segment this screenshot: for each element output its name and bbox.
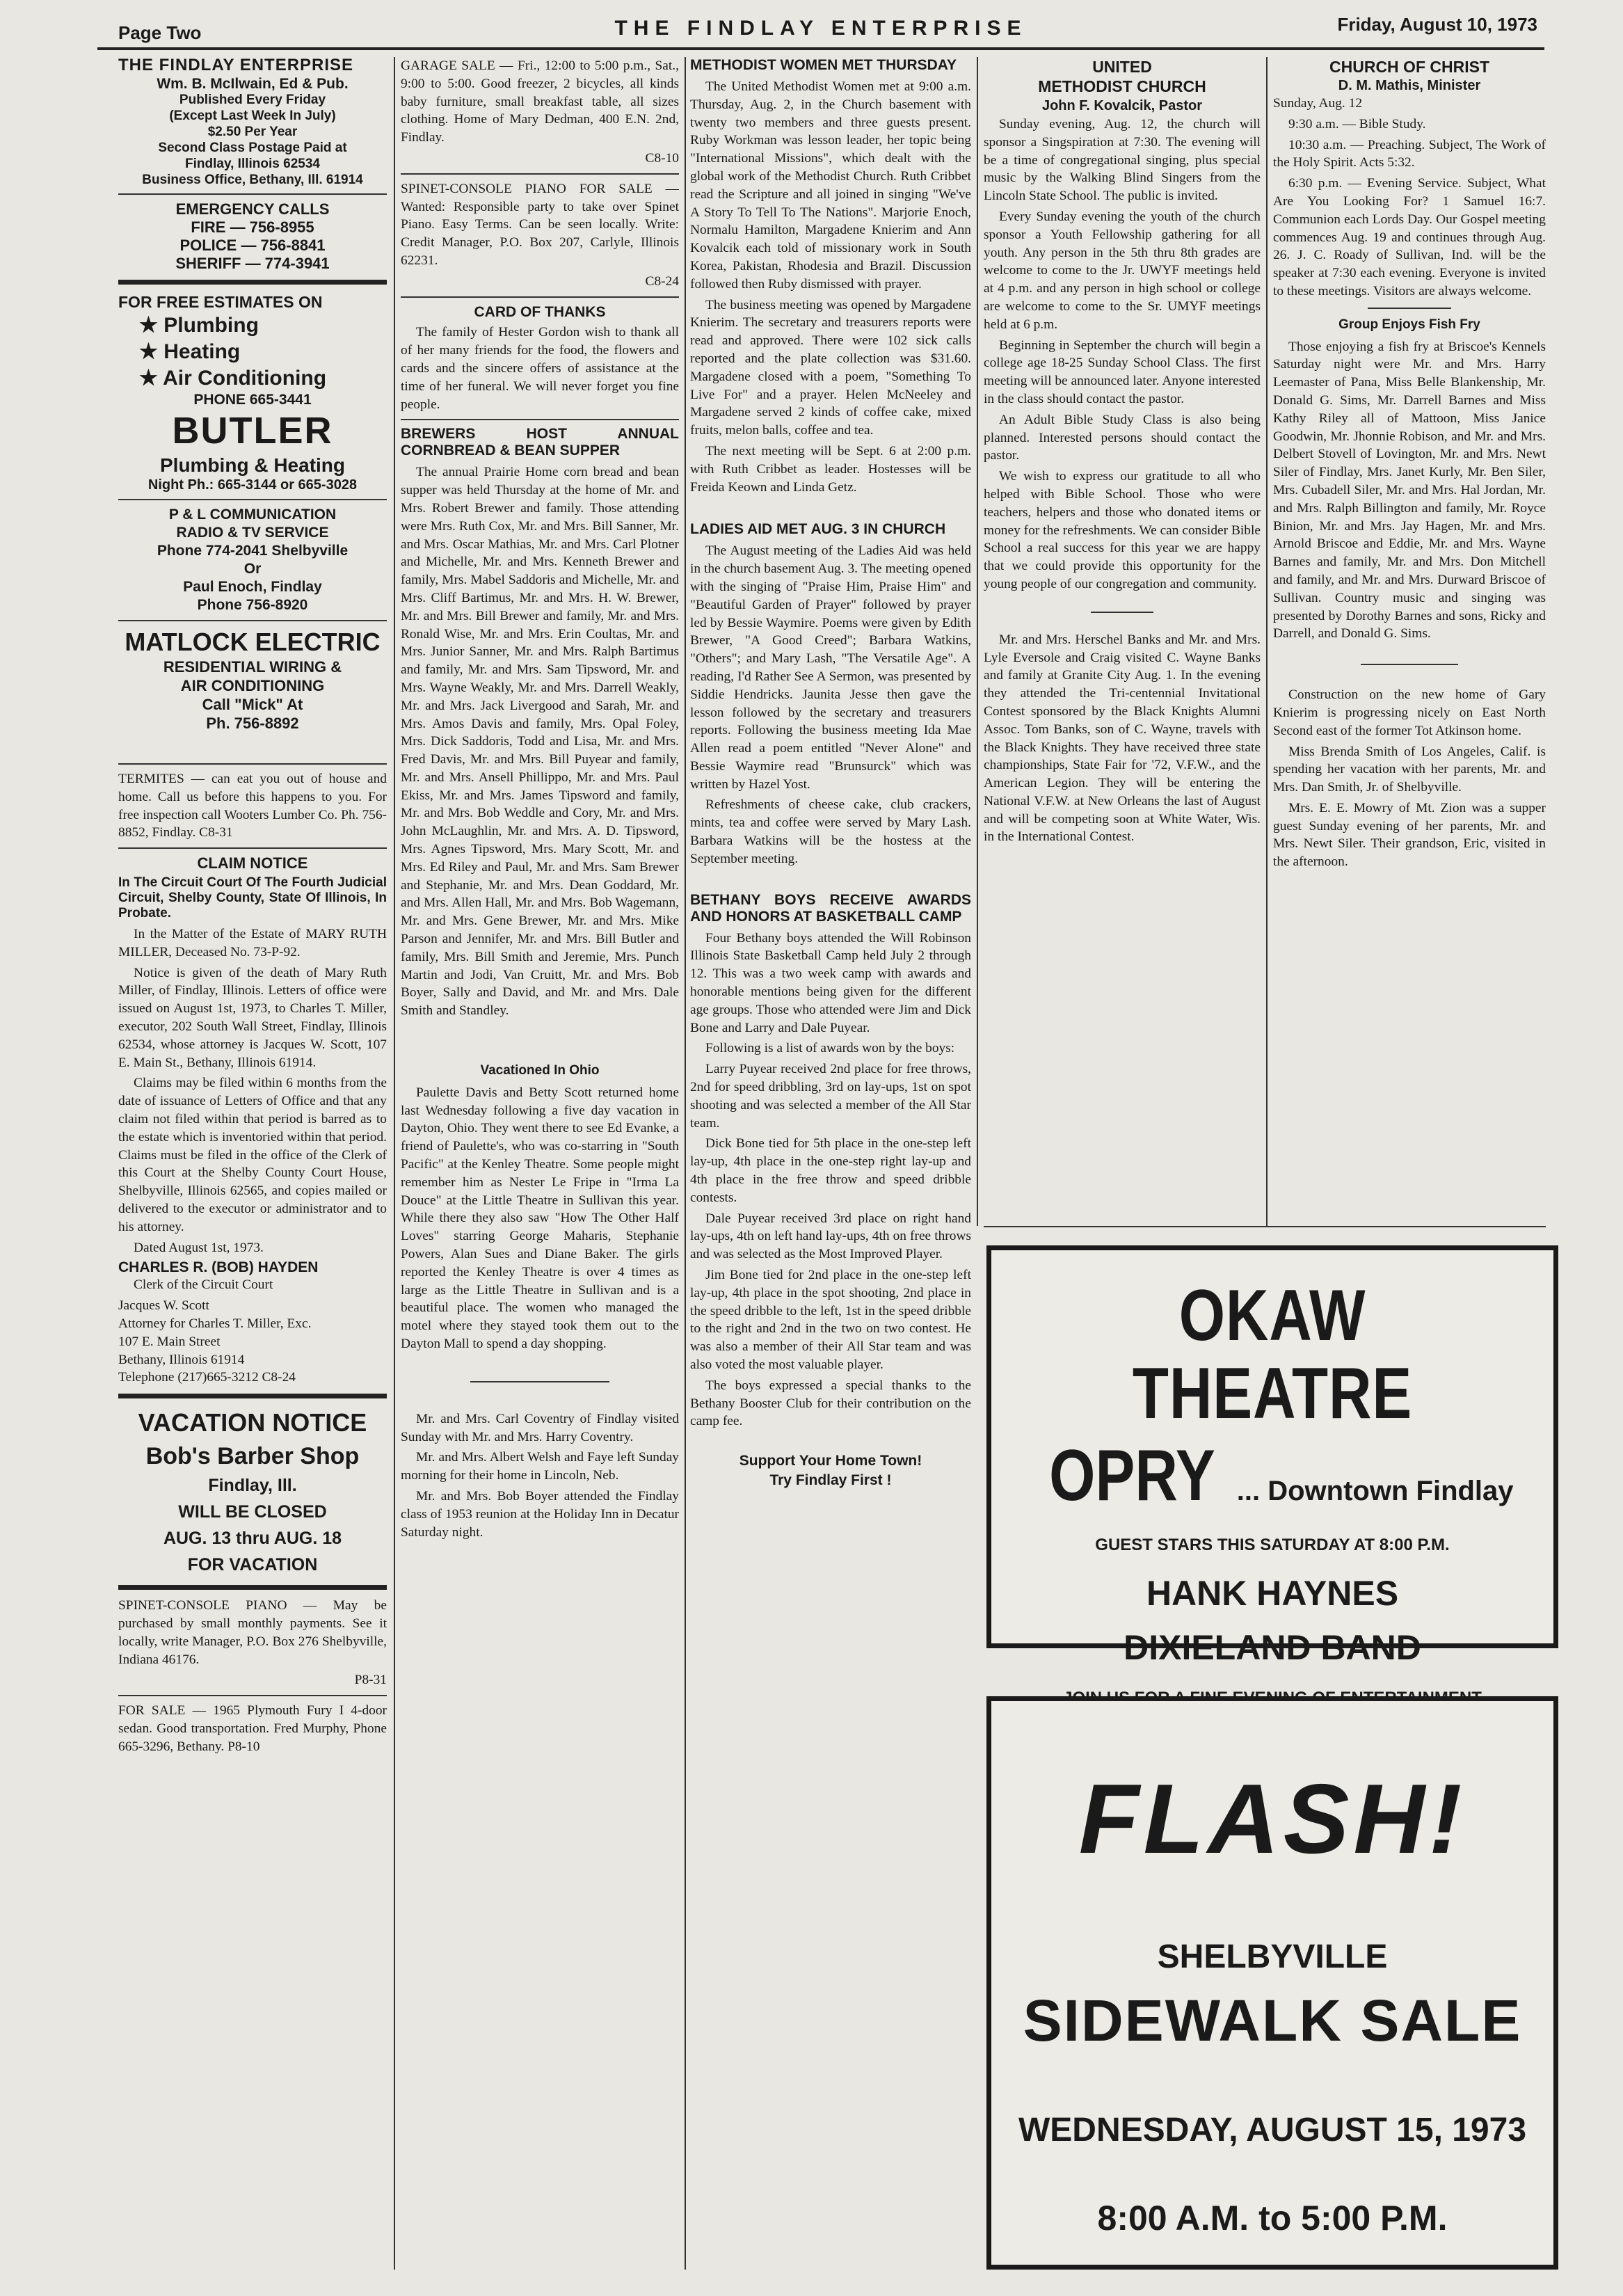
article-paragraph: Paulette Davis and Betty Scott returned home last Wednesday following a five day vacation in Dayton, Ohio. They went there to see Ed Evanke, a friend of Paulette's, who was co-starring in "South Pacific" at the Kenley Theatre. Some people might remember him as Nester Le Fripe in "Irma La Douce" at the Little Theatre in Sullivan this year. While there they also saw "How The Other Half Loves" starring George Maharis, Stephanie Powers, Alan Sues and Diane Baker. The girls reported the Kenley Theatre is over 4 times as large as the Little Theatre in Sullivan and is a beautiful place. The women who managed the motel where they stayed took them out to the Dayton Mall to spend a day shopping. [401, 1085, 679, 1351]
matlock-call: Call "Mick" At [202, 696, 303, 713]
sale-date: WEDNESDAY, AUGUST 15, 1973 [1018, 2112, 1527, 2148]
article-paragraph: Following is a list of awards won by the boys: [705, 1041, 955, 1056]
article-paragraph: The annual Prairie Home corn bread and bean supper was held Thursday at the home of Mr. and Mrs. Robert Brewer and family. Those attending were Mrs. Ruth Cox, Mr. and Mrs. Bill Sanner, Mr. and Mrs. Oscar Mathias, Mr. and Mrs. Carl Plotner and Michelle, Mr. and Mrs. Kenneth Brewer and family, Mrs. Mabel Saddoris and Michelle, Mr. and Mrs. Cliff Bartimus, Mr. and Mrs. H. W. Brewer, Mr. and Mrs. Bill Brewer and family, Mr. and Mrs. Ronald Wise, Mr. and Mrs. Erin Coultas, Mr. and Mrs. Junior Sanner, Mr. and Mrs. Ralph Bartimus and family, Mr. and Mrs. Sam Tipsword, Mr. and Mrs. Wayne Weakly, Mr. and Mrs. Darrell Weakly, Mr. and Mrs. Jack Livergood and Sarah, Mr. and Mrs. Amos Davis and family, Mrs. Opal Foley, Mrs. Dick Saddoris, Todd and Lisa, Mr. and Mrs. Fred Davis, Mr. and Mrs. Bill Puyear and family, Mr. and Mrs. Ansell Phillippo, Mr. and Mrs. Paul Ekiss, Mr. and Mrs. James Tipsword and family, Mr. and Mrs. Bob Weddle and Cory, Mr. and Mrs. John McLaughlin, Mr. and Mrs. A. D. Tipsword, Mrs. Agnes Tipsword, Mrs. Mary Scott, Mr. and Mrs. Ed Riley and Paul, Mr. and Mrs. Sam Brewer and Stephanie, Mr. and Mrs. Dean Goddard, Mr. and Mrs. Allen Hall, Mr. and Mrs. Bob Wagemann, Mr. and Mrs. Gene Brewer, Mr. and Mrs. Mike Parson and Jennifer, Mr. and Mrs. Bill Butler and family, Mrs. Bill Smith and Jeremie, Mrs. Punch Martin and Jodi, Van Cruitt, Mr. and Mrs. Bob Boyer, Sally and David, and Mr. and Mrs. Dale Smith and Standley. [401, 465, 679, 1019]
performer-name: HANK HAYNES [1146, 1574, 1399, 1613]
personal-item: Mrs. E. E. Mowry of Mt. Zion was a supper guest Sunday evening of her parents, Mr. and Mrs. Newt Siler. Their grandson, Eric, visited in the afternoon. [1273, 800, 1546, 870]
vacation-title: VACATION NOTICE [138, 1408, 367, 1437]
article-paragraph: Jim Bone tied for 2nd place in the one-step left lay-up, 4th place in the spot shooting, 2nd place in the speed dribble to the left, 1st in the speed dribble to the right and 2nd in the two on two contest. He was also a member of their All Star team and was also voted the most valuable player. [690, 1268, 971, 1372]
service-label: Plumbing [163, 314, 259, 337]
article-paragraph: The August meeting of the Ladies Aid was held in the church basement Aug. 3. The meeting opened with the singing of "Praise Him, Praise Him" and "Beautiful Garden of Prayer" followed by prayer led by Bessie Waymire. Poems were given by Edith Brewer, "A Good Creed"; Barbara Watkins, "Others"; and Mary Lash, "The Versatile Age". A reading, I'd Rather See A Sermon, was presented by Siddie Hendricks. Jaunita Jesse then gave the lesson followed by the secretary and treasurers reports. Following the business meeting Ida Mae Allen read a poem entitled "Never Alone" and Bessie Waymire read "Brunsurck" which was written by Hazel Yost. [690, 543, 971, 792]
church-name: UNITED [1092, 58, 1152, 76]
church-minister: D. M. Mathis, Minister [1338, 78, 1481, 93]
emergency-calls [118, 200, 387, 273]
pl-communication-ad [118, 506, 387, 614]
butler-line: Plumbing & Heating [160, 454, 345, 476]
pl-service: RADIO & TV SERVICE [176, 525, 329, 541]
personal-item: Construction on the new home of Gary Knierim is progressing nicely on East North Second east of the former Tot Atkinson home. [1273, 687, 1546, 738]
divider [118, 280, 387, 285]
article-paragraph: Dick Bone tied for 5th place in the one-step left lay-up, 4th place in the one-step right lay-up and 4th place in the free throw and speed dribble contests. [690, 1136, 971, 1205]
card-of-thanks-text: The family of Hester Gordon wish to thank all of her many friends for the food, the flowers and cards and the sincere offers of assistance at the time of her funeral. We will never forget you fine people. [401, 325, 679, 412]
divider [401, 296, 679, 298]
ad-code: C8-10 [645, 150, 679, 166]
church-schedule: 9:30 a.m. — Bible Study. [1288, 116, 1426, 131]
vacation-notice-ad [118, 1405, 387, 1578]
claim-attorney: Jacques W. Scott [118, 1298, 209, 1314]
claim-paragraph: Claims may be filed within 6 months from the date of issuance of Letters of Office and that any claim not filed within that period is barred as to the estate which is inventoried within that period. Claims must be filed in the office of the Clerk of this Court at the Shelby County Court House, Shelbyville, Illinois 62565, and copies mailed or delivered to the executor or administrator and to his attorney. [118, 1076, 387, 1234]
claim-paragraph: Notice is given of the death of Mary Ruth Miller, of Findlay, Illinois. Letters of office were issued on August 1st, 1973, to Charles T. Miller, executor, 202 South Wall Street, Findlay, Illinois 62534, whose attorney is Jacques W. Scott, 107 E. Main St., Bethany, Illinois 61914. [118, 965, 387, 1070]
opry-location: ... Downtown Findlay [1236, 1476, 1514, 1506]
article-paragraph: The United Methodist Women met at 9:00 a.m. Thursday, Aug. 2, in the Church basement with twenty two members and three guests present. Ruby Workman was lesson leader, her topic being "International Missions", which dealt with the global work of the Methodist Church. Ruth Cribbet read the Scripture and all joined in singing "We've A Story To Tell To The Nations". Marjorie Enoch, Normalu Hamilton, Margadene Knierim and Ann Kovalcik each told of missionary work in South Korea, Pakistan, Rhodesia and Brazil. Discussion followed then Ruby dismissed with prayer. [690, 79, 971, 292]
newspaper-title: THE FINDLAY ENTERPRISE [614, 17, 1028, 40]
column-2 [401, 57, 679, 2270]
personal-item: Mr. and Mrs. Albert Welsh and Faye left Sunday morning for their home in Lincoln, Neb. [401, 1450, 679, 1483]
claim-attorney-for: Attorney for Charles T. Miller, Exc. [118, 1316, 312, 1331]
okaw-title: OKAW THEATRE [1132, 1275, 1413, 1434]
church-name: CHURCH OF CHRIST [1329, 58, 1489, 76]
emergency-title: EMERGENCY CALLS [175, 200, 330, 218]
claim-phone: Telephone (217)665-3212 C8-24 [118, 1370, 296, 1385]
article-paragraph: Those enjoying a fish fry at Briscoe's Kennels Saturday night were Mr. and Mrs. Harry Leemaster of Pana, Miss Belle Blankenship, Mr. Donald G. Sims, Mr. Darrell Barnes and Miss Kathy Riley all of Mattoon, Miss Janice Goodwin, Mr. Jhonnie Robison, and Mr. and Mrs. Delbert Stovell of Lovington, Mr. and Mrs. Newt Siler of Findlay, Mrs. Janet Kurly, Mr. Ben Siler, Mrs. Cubadell Siler, Mr. and Mrs. Hal Jordan, Mr. and Mrs. Ralph Billington and family, Mr. Royce Binion, Mr. and Mrs. Jay Hagen, Mr. and Mrs. Arnold Briscoe and Eddie, Mr. and Mrs. Wayne Barnes and family, Mr. and Mrs. Don Mitchell and family, and Mr. and Mrs. Durward Briscoe of Sullivan. Country music and singing was presented by Dorothy Barnes and sons, Ricky and Darrell, and Donald G. Sims. [1273, 339, 1546, 641]
ad-code: P8-31 [354, 1673, 387, 1688]
support-slogan [690, 1451, 971, 1490]
subscription-price: $2.50 Per Year [207, 125, 298, 139]
butler-name: BUTLER [172, 410, 333, 452]
divider [118, 847, 387, 849]
business-office: Business Office, Bethany, Ill. 61914 [142, 173, 363, 187]
band-name: DIXIELAND BAND [1124, 1628, 1421, 1667]
divider [470, 1381, 609, 1382]
vacation-shop: Bob's Barber Shop [145, 1443, 360, 1470]
estimates-header: FOR FREE ESTIMATES ON [118, 293, 323, 311]
divider [401, 173, 679, 175]
opry-line [991, 1437, 1553, 1515]
issue-date: Friday, August 10, 1973 [1337, 14, 1537, 35]
divider [118, 1394, 387, 1398]
divider [1361, 664, 1458, 665]
personal-item: Mr. and Mrs. Carl Coventry of Findlay visited Sunday with Mr. and Mrs. Harry Coventry. [401, 1411, 679, 1444]
personal-item: Mr. and Mrs. Bob Boyer attended the Findlay class of 1953 reunion at the Holiday Inn in Decatur Saturday night. [401, 1488, 679, 1540]
personal-item: Mr. and Mrs. Herschel Banks and Mr. and Mrs. Lyle Eversole and Craig visited C. Wayne Banks and family at Granite City Aug. 1. In the evening they attended the Tri-centennial Invitational Contest sponsored by the Black Knights Alumni Assoc. Tom Banks, son of C. Wayne, travels with the Black Knights. They have received three state championships, State Fair for '72, V.F.W., and the American Legion. They will be entering the National V.F.W. at New Orleans the last of August and will be competing soon at White Water, Wis. in the International Contest. [984, 632, 1261, 845]
matlock-phone: Ph. 756-8892 [206, 715, 299, 732]
masthead [97, 13, 1544, 50]
service-heating [118, 339, 387, 365]
star-icon: ★ [139, 314, 164, 337]
spinet-piano-ad: SPINET-CONSOLE PIANO FOR SALE — Wanted: Responsible party to take over Spinet Piano. Easy Terms. Can be seen locally. Write: Credit Manager, P.O. Box 207, Carlyle, Illinois 62231. [401, 181, 679, 268]
service-label: Heating [163, 340, 241, 363]
article-paragraph: Larry Puyear received 2nd place for free throws, 2nd for speed dribbling, 3rd on lay-ups, 1st on spot shooting and was selected a member of the All Star team. [690, 1062, 971, 1131]
sale-title: SIDEWALK SALE [1023, 1988, 1522, 2053]
support-line: Try Findlay First ! [769, 1472, 892, 1489]
flash-headline: FLASH! [1078, 1764, 1466, 1874]
divider [118, 1695, 387, 1696]
church-paragraph: Every Sunday evening the youth of the church sponsor a Youth Fellowship gathering for all youth. Any person in the 5th thru 8th grades are welcome to come to the Jr. UWYF meetings held at 4 p.m. and any person in high school or college are welcome to come to the Sr. UMYF meetings held at 6 p.m. [984, 209, 1261, 332]
sale-town: SHELBYVILLE [1157, 1938, 1388, 1975]
claim-city: Bethany, Illinois 61914 [118, 1352, 245, 1367]
star-icon: ★ [139, 340, 164, 363]
card-of-thanks-title: CARD OF THANKS [474, 303, 606, 320]
matlock-line: AIR CONDITIONING [180, 677, 325, 694]
pl-phone: Phone 774-2041 Shelbyville [157, 543, 349, 559]
church-schedule: 10:30 a.m. — Preaching. Subject, The Work of the Holy Spirit. Acts 5:32. [1273, 137, 1546, 170]
article-headline: BREWERS HOST ANNUAL CORNBREAD & BEAN SUPPER [401, 426, 679, 459]
vacation-reason: FOR VACATION [187, 1555, 318, 1575]
service-label: Air Conditioning [163, 367, 327, 390]
column-4 [984, 57, 1261, 1226]
butler-night-phone: Night Ph.: 665-3144 or 665-3028 [147, 477, 358, 493]
matlock-ad [118, 627, 387, 733]
divider [401, 419, 679, 420]
for-sale-ad: FOR SALE — 1965 Plymouth Fury I 4-door sedan. Good transportation. Fred Murphy, Phone 665-3296, Bethany. P8-10 [118, 1703, 387, 1754]
fire-phone: FIRE — 756-8955 [191, 218, 314, 236]
pl-phone-2: Phone 756-8920 [197, 597, 308, 613]
church-name: METHODIST CHURCH [1038, 77, 1206, 95]
vacation-closed: WILL BE CLOSED [178, 1502, 327, 1522]
article-paragraph: The business meeting was opened by Margadene Knierim. The secretary and treasurers reports were read and approved. There were 102 sick calls reported and the plate collection was $31.60. Margadene closed with a poem, "Something To Live For" and a prayer. Helen McNeeley and Margadene served 2 kinds of coffee cake, mixed fruits, melon balls, coffee and tea. [690, 297, 971, 438]
garage-sale-ad: GARAGE SALE — Fri., 12:00 to 5:00 p.m., Sat., 9:00 to 5:00. Good freezer, 2 bicycles, all kinds baby furniture, small breakfast table, all sizes clothing. Home of Mary Dedman, 400 E.N. 2nd, Findlay. [401, 58, 679, 145]
church-paragraph: Beginning in September the church will begin a college age 18-25 Sunday School Class. The first meeting will be announced later. Anyone interested in the class should contact the pastor. [984, 337, 1261, 406]
divider [118, 193, 387, 195]
ad-code: C8-24 [645, 273, 679, 289]
service-air [118, 365, 387, 392]
publisher-name: THE FINDLAY ENTERPRISE [118, 57, 354, 74]
claim-clerk-title: Clerk of the Circuit Court [134, 1277, 273, 1293]
pl-name: Paul Enoch, Findlay [183, 579, 322, 595]
article-headline: Group Enjoys Fish Fry [1338, 317, 1480, 332]
personal-item: Miss Brenda Smith of Los Angeles, Calif. is spending her vacation with her parents, Mr. and Mrs. Dan Smith, Jr. of Shelbyville. [1273, 744, 1546, 795]
support-line: Support Your Home Town! [739, 1453, 922, 1469]
butler-ad [118, 292, 387, 493]
publish-exception: (Except Last Week In July) [169, 109, 336, 123]
claim-dated: Dated August 1st, 1973. [134, 1240, 264, 1255]
editors: Wm. B. McIlwain, Ed & Pub. [157, 76, 349, 92]
article-paragraph: Refreshments of cheese cake, club crackers, mints, tea and coffee were served by Mary Lash. Barbara Watkins will be the hostess at the September meeting. [690, 797, 971, 866]
church-paragraph: An Adult Bible Study Class is also being planned. Interested persons should contact the pastor. [984, 412, 1261, 463]
divider [1368, 308, 1451, 309]
claim-court: In The Circuit Court Of The Fourth Judicial Circuit, Shelby County, State Of Illinois, In Probate. [118, 875, 387, 920]
publisher-box [118, 57, 387, 188]
article-headline: LADIES AID MET AUG. 3 IN CHURCH [690, 521, 946, 538]
star-icon: ★ [139, 367, 163, 390]
article-headline: Vacationed In Ohio [480, 1063, 600, 1078]
page-number: Page Two [118, 22, 202, 43]
matlock-name: MATLOCK ELECTRIC [125, 628, 381, 656]
divider [1091, 612, 1153, 613]
guest-stars-line: GUEST STARS THIS SATURDAY AT 8:00 P.M. [1095, 1536, 1450, 1554]
claim-notice-title: CLAIM NOTICE [197, 854, 308, 872]
article-paragraph: The boys expressed a special thanks to the Bethany Booster Club for their contribution on the camp fee. [690, 1378, 971, 1429]
divider [118, 763, 387, 765]
sidewalk-sale-ad [986, 1696, 1558, 2270]
article-paragraph: The next meeting will be Sept. 6 at 2:00 p.m. with Ruth Cribbet as leader. Hostesses will be Freida Keown and Linda Getz. [690, 443, 971, 495]
article-paragraph: Dale Puyear received 3rd place on right hand lay-ups, 4th on left hand lay-ups, 4th on free throws and was selected as the Most Improved Player. [690, 1211, 971, 1262]
termites-ad: TERMITES — can eat you out of house and home. Call us before this happens to you. For free inspection call Wooters Lumber Co. Ph. 756-8852, Findlay. C8-31 [118, 772, 387, 840]
column-5 [1273, 57, 1546, 1226]
claim-address: 107 E. Main Street [118, 1334, 221, 1349]
column-rule [394, 57, 395, 2270]
claim-paragraph: In the Matter of the Estate of MARY RUTH MILLER, Deceased No. 73-P-92. [118, 926, 387, 959]
claim-clerk: CHARLES R. (BOB) HAYDEN [118, 1259, 319, 1276]
divider [984, 1226, 1546, 1227]
church-paragraph: We wish to express our gratitude to all who helped with Bible School. Those who were teachers, helpers and those who donated items or money for the refreshments. We can consider Bible School a real success for this year we are happy that we could provide this opportunity for the young people of our congregation and community. [984, 469, 1261, 591]
church-schedule: Sunday, Aug. 12 [1273, 96, 1363, 111]
opry-word: OPRY [1049, 1435, 1216, 1516]
publish-frequency: Published Every Friday [179, 93, 326, 107]
pl-or: Or [243, 561, 262, 577]
church-pastor: John F. Kovalcik, Pastor [1041, 98, 1203, 113]
article-headline: BETHANY BOYS RECEIVE AWARDS AND HONORS AT BASKETBALL CAMP [690, 891, 971, 925]
spinet-ad: SPINET-CONSOLE PIANO — May be purchased by small monthly payments. See it locally, write Manager, P.O. Box 276 Shelbyville, Indiana 46176. [118, 1598, 387, 1667]
church-schedule: 6:30 p.m. — Evening Service. Subject, What Are You Looking For? 1 Samuel 16:7. Communion each Lords Day. Our Gospel meeting commences Aug. 19 and continues through Aug. 26. J. C. Roady of Sullivan, Ind. will be the speaker at 7:30 each evening. Everyone is invited to these meetings. Visitors are always welcome. [1273, 176, 1546, 298]
divider [118, 1585, 387, 1590]
divider [118, 499, 387, 500]
column-3 [690, 57, 971, 2270]
service-plumbing [118, 312, 387, 339]
divider [118, 620, 387, 621]
vacation-dates: AUG. 13 thru AUG. 18 [163, 1529, 342, 1549]
column-rule [1266, 57, 1268, 1226]
postage-line: Second Class Postage Paid at [158, 141, 347, 155]
postage-place: Findlay, Illinois 62534 [185, 157, 320, 171]
article-headline: METHODIST WOMEN MET THURSDAY [690, 57, 957, 73]
sale-time: 8:00 A.M. to 5:00 P.M. [1097, 2199, 1448, 2238]
church-paragraph: Sunday evening, Aug. 12, the church will sponsor a Singspiration at 7:30. The evening will be a time of congregational singing, plus special music by the Walking Blind Singers from the Lincoln State School. The public is invited. [984, 117, 1261, 204]
column-rule [685, 57, 686, 2270]
vacation-town: Findlay, Ill. [208, 1476, 297, 1496]
pl-title: P & L COMMUNICATION [168, 507, 337, 523]
matlock-line: RESIDENTIAL WIRING & [163, 658, 342, 676]
column-1 [118, 57, 387, 2270]
police-phone: POLICE — 756-8841 [179, 237, 326, 254]
okaw-theatre-ad [986, 1245, 1558, 1667]
butler-phone: PHONE 665-3441 [193, 392, 312, 408]
sheriff-phone: SHERIFF — 774-3941 [175, 255, 330, 272]
column-rule [977, 57, 978, 1226]
article-paragraph: Four Bethany boys attended the Will Robinson Illinois State Basketball Camp held July 2 through 12. This was a two week camp with awards and honorable mentions being given for the different age groups. Those who attended were Jim and Dick Bone and Larry and Dale Puyear. [690, 930, 971, 1035]
